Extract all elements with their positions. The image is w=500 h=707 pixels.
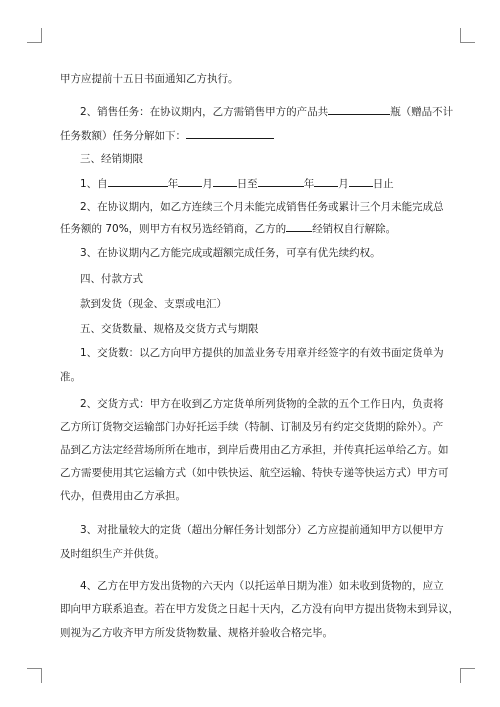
paragraph-line: 乙方需要使用其它运输方式（如中铁快运、航空运输、特快专递等快运方式）甲方可 [60, 467, 449, 479]
paragraph-line: 2、交货方式：甲方在收到乙方定货单所列货物的全款的五个工作日内，负责将 [80, 398, 444, 410]
crop-mark-bottom-right [460, 668, 475, 683]
paragraph-line: 及时组织生产并供货。 [60, 548, 165, 560]
text-span: 月 [202, 178, 213, 190]
text-span: 2、销售任务：在协议期内，乙方需销售甲方的产品共 [80, 106, 329, 118]
fill-blank [328, 104, 390, 115]
fill-blank [108, 176, 168, 187]
text-span: 1、自 [80, 178, 108, 190]
paragraph-line: 代办，但费用由乙方承担。 [60, 490, 186, 502]
paragraph-line: 品到乙方法定经营场所所在地市，到岸后费用由乙方承担，并传真托运单给乙方。如 [60, 444, 449, 456]
fill-blank [178, 176, 202, 187]
paragraph-line: 则视为乙方收齐甲方所发货物数量、规格并验收合格完毕。 [60, 627, 333, 639]
crop-mark-top-right [460, 28, 475, 43]
fill-blank [314, 176, 338, 187]
paragraph-line: 乙方所订货物交运输部门办好托运手续（特制、订制及另有约定交货期的除外）。产 [60, 421, 444, 433]
section-heading: 四、付款方式 [80, 273, 143, 285]
paragraph-line: 甲方应提前十五日书面通知乙方执行。 [60, 73, 239, 85]
crop-mark-top-left [27, 28, 42, 43]
fill-blank [258, 176, 304, 187]
sales-task-line [60, 104, 454, 119]
paragraph-line: 即向甲方联系追查。若在甲方发货之日起十天内，乙方没有向甲方提出货物未到异议， [60, 603, 459, 615]
paragraph-line: 1、交货数：以乙方向甲方提供的加盖业务专用章并经签字的有效书面定货单为 [80, 347, 444, 359]
text-span: 日止 [372, 178, 394, 190]
text-span: 任务额的 70%，则甲方有权另选经销商，乙方的 [60, 223, 287, 235]
text-span: 经销权自行解除。 [312, 223, 397, 235]
fill-blank [186, 128, 274, 139]
paragraph-line: 准。 [60, 371, 81, 383]
paragraph-line: 3、在协议期内乙方能完成或超额完成任务，可享有优先续约权。 [80, 247, 381, 259]
fill-blank [286, 221, 312, 232]
section-heading: 五、交货数量、规格及交货方式与期限 [80, 323, 259, 335]
text-span: 年 [167, 178, 179, 190]
term-dates-line [60, 176, 444, 191]
text-span: 月 [338, 178, 349, 190]
paragraph-line: 款到发货（现金、支票或电汇） [80, 298, 227, 310]
text-span: 年 [303, 178, 315, 190]
fill-blank [213, 176, 237, 187]
paragraph-line: 3、对批量较大的定货（超出分解任务计划部分）乙方应提前通知甲方以便甲方 [80, 524, 444, 536]
paragraph-line: 4、乙方在甲方发出货物的六天内（以托运单日期为准）如未收到货物的，应立 [80, 580, 444, 592]
text-span: 瓶（赠品不计 [390, 106, 454, 118]
text-span: 任务数额）任务分解如下： [60, 130, 186, 142]
section-heading: 三、经销期限 [80, 153, 143, 165]
crop-mark-bottom-left [27, 668, 42, 683]
paragraph-line: 2、在协议期内，如乙方连续三个月未能完成销售任务或累计三个月未能完成总 [80, 201, 444, 213]
task-breakdown-line [60, 128, 444, 143]
paragraph-line [60, 221, 444, 236]
fill-blank [349, 176, 373, 187]
text-span: 日至 [236, 178, 258, 190]
